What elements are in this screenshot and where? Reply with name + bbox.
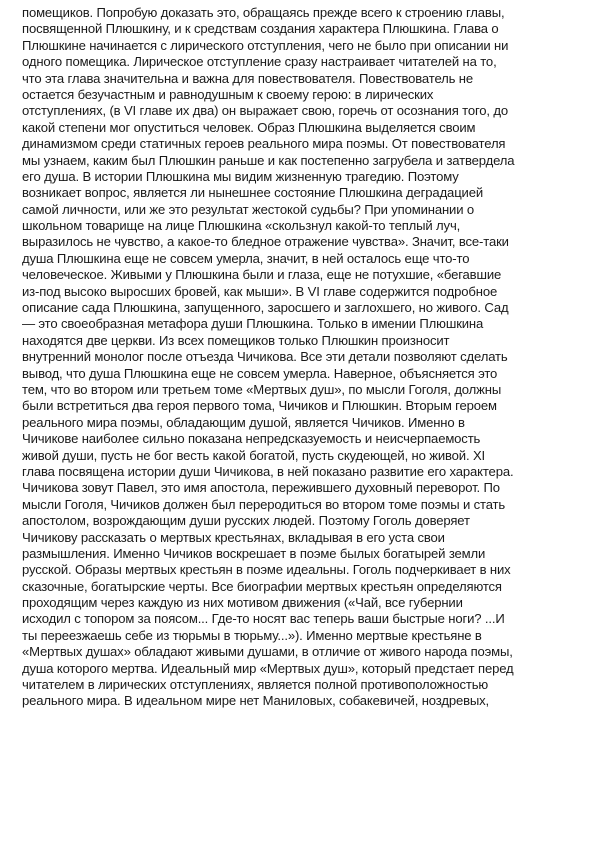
text-line: самой личности, или же это результат жестокой судьбы? При упоминании о	[22, 201, 474, 217]
body-text	[22, 5, 582, 710]
text-line: одного помещика. Лирическое отступление сразу настраивает читателей на то,	[22, 54, 497, 70]
text-line: внутренний монолог после отъезда Чичикова. Все эти детали позволяют сделать	[22, 349, 508, 365]
text-line: душа которого мертва. Идеальный мир «Мертвых душ», который предстает перед	[22, 660, 514, 676]
text-line: человеческое. Живыми у Плюшкина были и глаза, еще не потухшие, «бегавшие	[22, 267, 502, 283]
text-line: проходящим через каждую из них мотивом движения («Чай, все губернии	[22, 595, 463, 611]
text-line: размышления. Именно Чичиков воскрешает в поэме былых богатырей земли	[22, 545, 486, 561]
text-line: посвященной Плюшкину, и к средствам создания характера Плюшкина. Глава о	[22, 21, 499, 37]
text-line: Чичикова зовут Павел, это имя апостола, пережившего духовный переворот. По	[22, 480, 500, 496]
text-line: живой души, пусть не бог весть какой богатой, пусть скудеющей, но живой. XI	[22, 447, 486, 463]
text-line: «Мертвых душах» обладают живыми душами, в отличие от живого народа поэмы,	[22, 644, 513, 660]
text-line: Чичикову рассказать о мертвых крестьянах, вкладывая в его уста свои	[22, 529, 445, 545]
text-line: мысли Гоголя, Чичиков должен был переродиться во втором томе поэмы и стать	[22, 496, 506, 512]
text-line: сказочные, богатырские черты. Все биографии мертвых крестьян определяются	[22, 578, 502, 594]
text-line: реального мира. В идеальном мире нет Маниловых, собакевичей, ноздревых,	[22, 693, 490, 709]
text-line: были встретиться два героя первого тома, Чичиков и Плюшкин. Вторым героем	[22, 398, 497, 414]
text-line: выразилось не чувство, а какое-то бледное отражение чувства». Значит, все-таки	[22, 234, 509, 250]
text-line: апостолом, возрождающим души русских людей. Поэтому Гоголь доверяет	[22, 513, 470, 529]
text-line: читателем в лирических отступлениях, является полной противоположностью	[22, 677, 489, 693]
text-line: мы узнаем, каким был Плюшкин раньше и как постепенно загрубела и затвердела	[22, 152, 515, 168]
text-line: вывод, что душа Плюшкина еще не совсем умерла. Наверное, объясняется это	[22, 365, 498, 381]
text-line: помещиков. Попробую доказать это, обращаясь прежде всего к строению главы,	[22, 5, 505, 20]
text-line: его душа. В истории Плюшкина мы видим жизненную трагедию. Поэтому	[22, 168, 459, 184]
text-line: какой степени мог опуститься человек. Образ Плюшкина выделяется своим	[22, 119, 476, 135]
text-line: Плюшкине начинается с лирического отступления, чего не было при описании ни	[22, 37, 509, 53]
text-line: возникает вопрос, является ли нынешнее состояние Плюшкина деградацией	[22, 185, 483, 201]
text-line: душа Плюшкина еще не совсем умерла, значит, в ней осталось еще что-то	[22, 250, 470, 266]
text-line: что эта глава значительна и важна для повествователя. Повествователь не	[22, 70, 474, 86]
text-line: описание сада Плюшкина, запущенного, заросшего и заглохшего, но живого. Сад	[22, 300, 509, 316]
text-line: из-под высоко выросших бровей, как мыши». В VI главе содержится подробное	[22, 283, 498, 299]
text-line: ты переезжаешь себе из тюрьмы в тюрьму...»). Именно мертвые крестьяне в	[22, 627, 482, 643]
text-line: отступлениях, (в VI главе их два) он выражает свою, горечь от осознания того, до	[22, 103, 509, 119]
text-line: находятся две церкви. Из всех помещиков только Плюшкин произносит	[22, 332, 450, 348]
text-line: реального мира поэмы, обладающим душой, является Чичиков. Именно в	[22, 414, 465, 430]
text-line: остается безучастным и равнодушным к своему герою: в лирических	[22, 86, 434, 102]
text-line: исходил с топором за поясом... Где-то носят вас теперь ваши быстрые ноги? ...И	[22, 611, 505, 627]
text-line: школьном товарище на лице Плюшкина «скользнул какой-то теплый луч,	[22, 218, 461, 234]
text-line: Чичикове наиболее сильно показана непредсказуемость и неисчерпаемость	[22, 431, 481, 447]
text-line: динамизмом среди статичных героев реального мира поэмы. От повествователя	[22, 136, 506, 152]
text-line: глава посвящена истории души Чичикова, в ней показано развитие его характера.	[22, 463, 514, 479]
text-line: русской. Образы мертвых крестьян в поэме идеальны. Гоголь подчеркивает в них	[22, 562, 511, 578]
text-line: тем, что во втором или третьем томе «Мертвых душ», по мысли Гоголя, должны	[22, 381, 502, 397]
text-line: — это своеобразная метафора души Плюшкина. Только в имении Плюшкина	[22, 316, 484, 332]
